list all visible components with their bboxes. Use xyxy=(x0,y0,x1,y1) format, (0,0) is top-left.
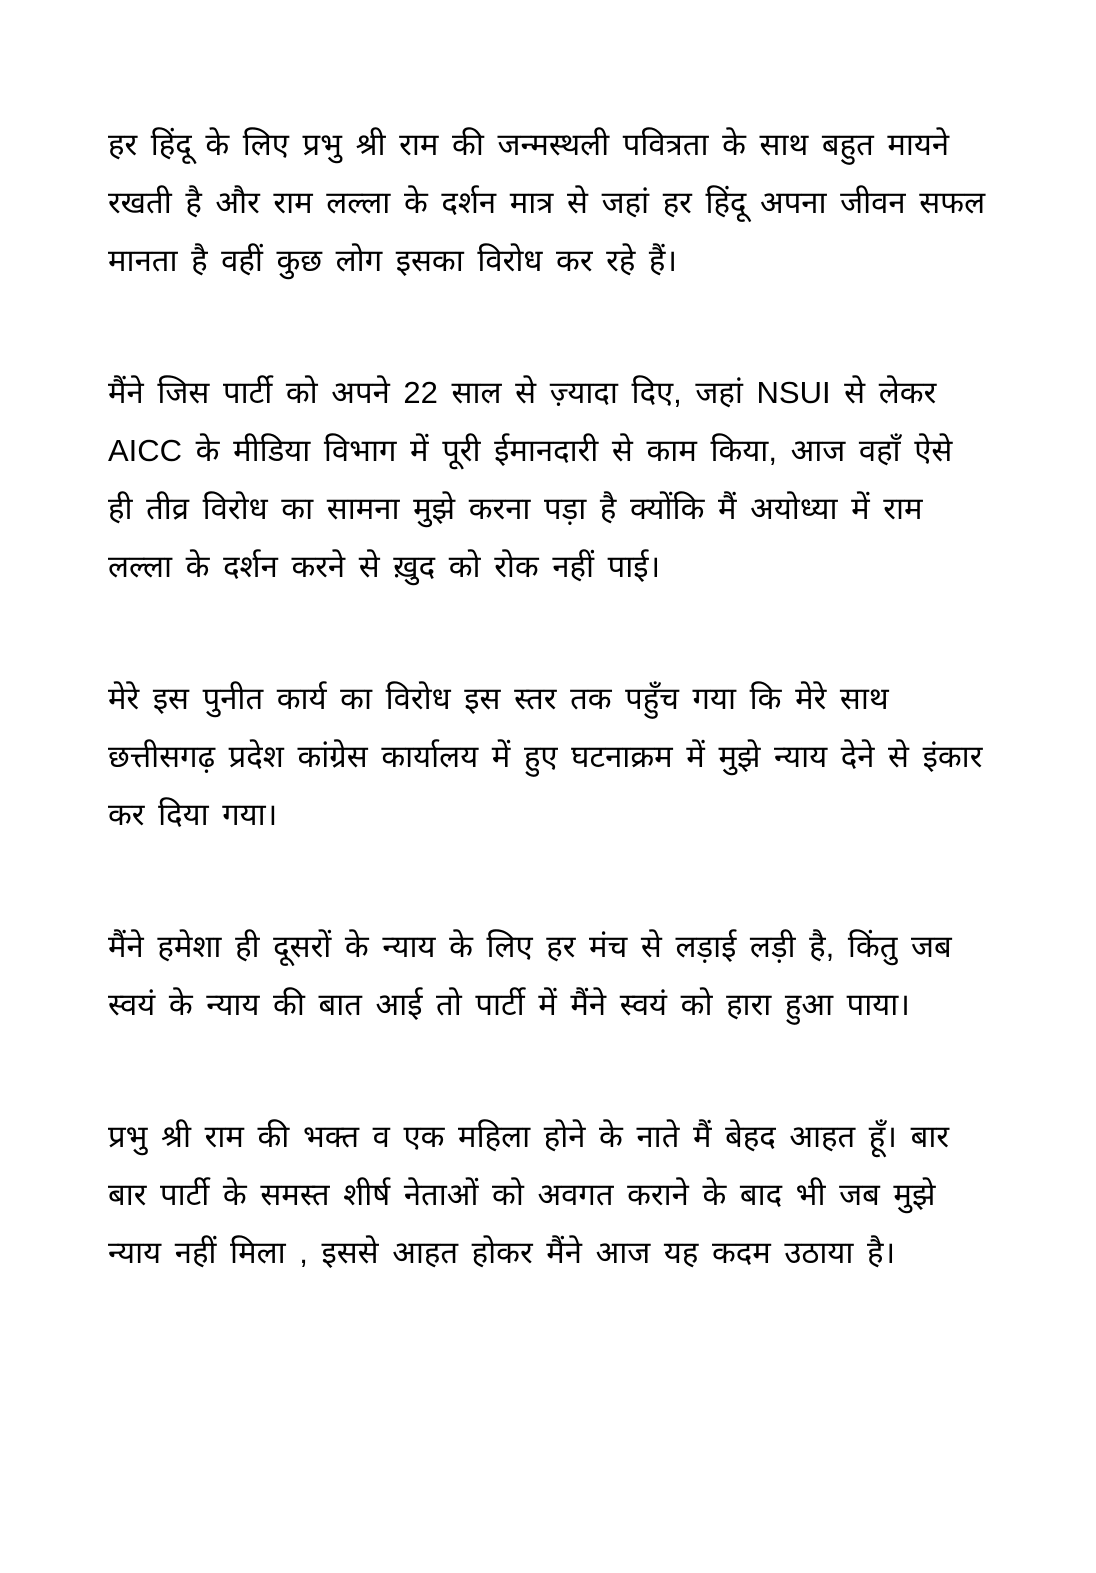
paragraph-5: प्रभु श्री राम की भक्त व एक महिला होने के नाते मैं बेहद आहत हूँ। बार बार पार्टी के समस्त शीर्ष नेताओं को अवगत कराने के बाद भी जब मुझे न्याय नहीं मिला , इससे आहत होकर मैंने आज यह कदम उठाया है। xyxy=(108,1119,950,1270)
paragraph-4: मैंने हमेशा ही दूसरों के न्याय के लिए हर मंच से लड़ाई लड़ी है, किंतु जब स्वयं के न्याय की बात आई तो पार्टी में मैंने स्वयं को हारा हुआ पाया। xyxy=(108,929,952,1022)
paragraph-3: मेरे इस पुनीत कार्य का विरोध इस स्तर तक पहुँच गया कि मेरे साथ छत्तीसगढ़ प्रदेश कांग्रेस कार्यालय में हुए घटनाक्रम में मुझे न्याय देने से इंकार कर दिया गया। xyxy=(108,681,983,832)
paragraph-2: मैंने जिस पार्टी को अपने 22 साल से ज़्यादा दिए, जहां NSUI से लेकर AICC के मीडिया विभाग में पूरी ईमानदारी से काम किया, आज वहाँ ऐसे ही तीव्र विरोध का सामना मुझे करना पड़ा है क्योंकि मैं अयोध्या में राम लल्ला के दर्शन करने से ख़ुद को रोक नहीं पाई। xyxy=(108,375,953,584)
paragraph-1: हर हिंदू के लिए प्रभु श्री राम की जन्मस्थली पवित्रता के साथ बहुत मायने रखती है और राम लल्ला के दर्शन मात्र से जहां हर हिंदू अपना जीवन सफल मानता है वहीं कुछ लोग इसका विरोध कर रहे हैं। xyxy=(108,127,986,278)
